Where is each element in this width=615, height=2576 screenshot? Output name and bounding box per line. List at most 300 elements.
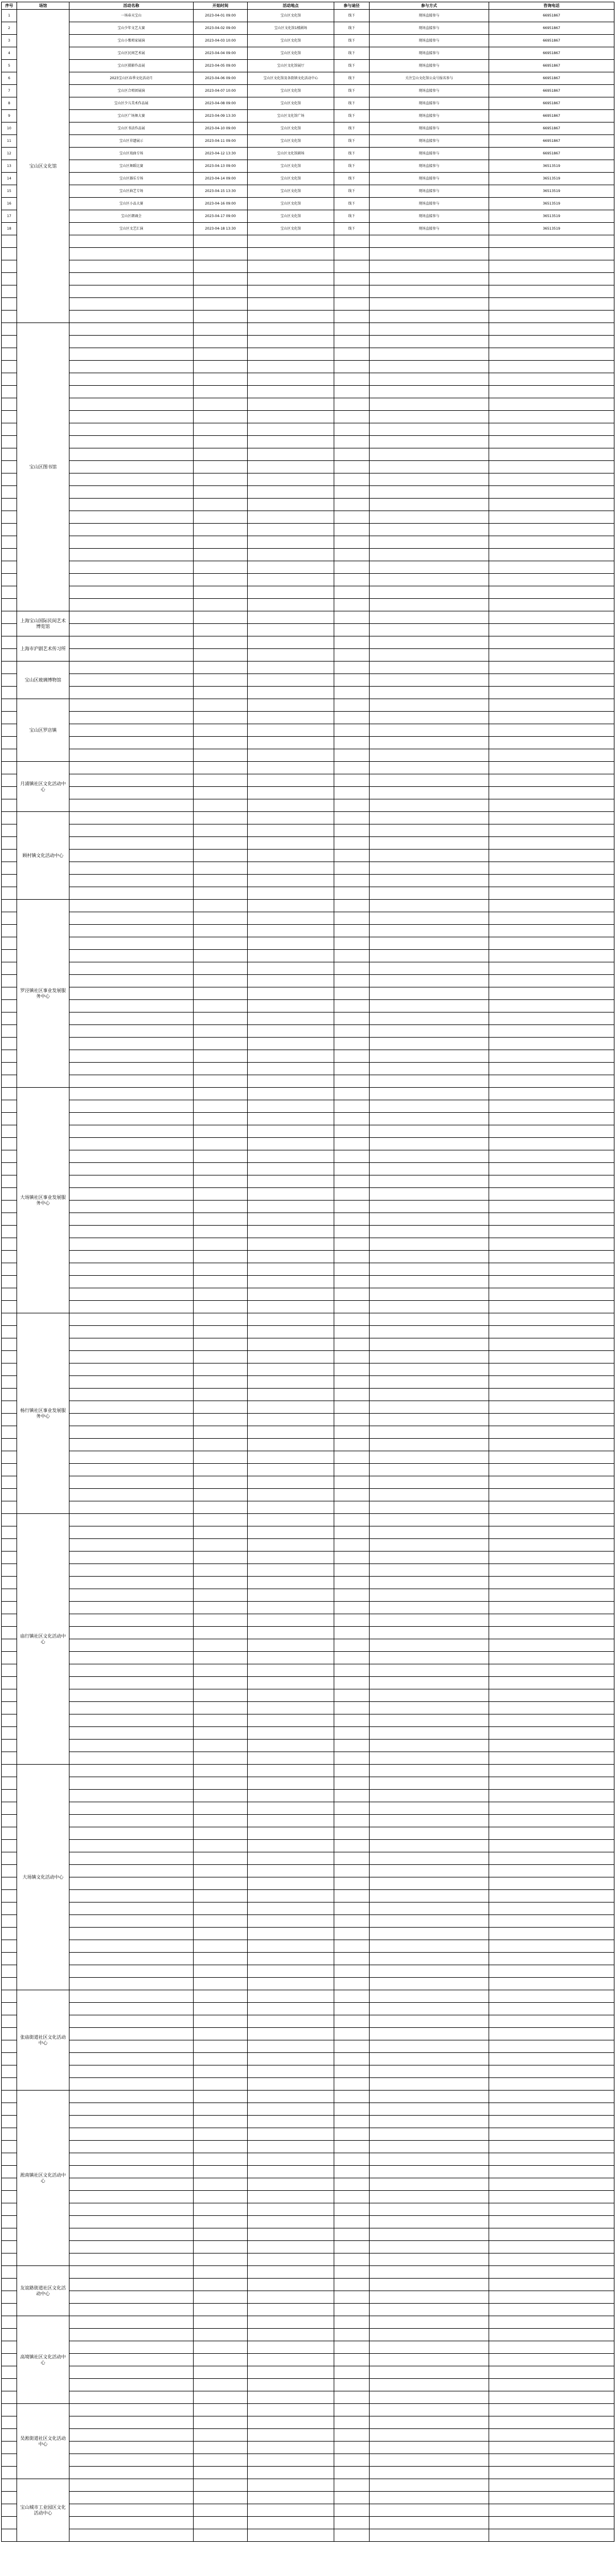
start-time [194,1802,248,1815]
activity-name: 宝山区广场舞大赛 [69,110,194,123]
location [248,499,334,511]
start-time [194,361,248,373]
start-time [194,1702,248,1714]
row-index [2,636,17,649]
location [248,1865,334,1877]
table-row [2,2429,614,2442]
row-index [2,398,17,411]
row-index [2,599,17,611]
phone [489,2504,614,2517]
method [370,1401,489,1414]
phone [489,2442,614,2454]
table-row [2,2178,614,2191]
activity-name [69,2341,194,2354]
method [370,336,489,348]
activity-name [69,824,194,837]
activity-name [69,1213,194,1226]
row-index [2,925,17,937]
phone [489,824,614,837]
method [370,524,489,536]
location: 宝山区文化馆 [248,123,334,135]
method: 现场直接参与 [370,97,489,110]
row-index [2,1389,17,1401]
activity-name [69,348,194,361]
method [370,448,489,461]
table-row [2,1903,614,1915]
table-row [2,975,614,987]
row-index [2,336,17,348]
activity-name: 宝山区朗诵会 [69,210,194,223]
table-row [2,1978,614,1990]
row-index: 9 [2,110,17,123]
start-time [194,1740,248,1752]
start-time [194,235,248,248]
channel [334,2053,370,2065]
channel [334,724,370,737]
location [248,1752,334,1765]
table-row [2,962,614,975]
activity-name [69,511,194,524]
method [370,1639,489,1652]
phone [489,436,614,448]
method [370,2241,489,2254]
method [370,2153,489,2166]
row-index [2,900,17,912]
table-row [2,1501,614,1514]
activity-name [69,2529,194,2542]
table-row [2,1063,614,1075]
phone [489,2517,614,2529]
location [248,2529,334,2542]
activity-name [69,1865,194,1877]
method [370,2103,489,2116]
row-index [2,1163,17,1175]
method [370,649,489,662]
table-row [2,1514,614,1526]
phone [489,1752,614,1765]
row-index [2,1251,17,1263]
phone [489,2341,614,2354]
phone [489,762,614,774]
phone [489,1740,614,1752]
channel [334,499,370,511]
start-time [194,1777,248,1790]
start-time [194,850,248,862]
row-index [2,1677,17,1689]
start-time [194,2065,248,2078]
method [370,787,489,799]
table-row [2,1677,614,1689]
phone: 66951867 [489,148,614,160]
table-row [2,862,614,875]
channel [334,1627,370,1639]
start-time: 2023-04-06 09:00 [194,72,248,85]
method [370,1740,489,1752]
location [248,2379,334,2391]
activity-name [69,662,194,674]
channel [334,1401,370,1414]
method [370,1501,489,1514]
activity-name [69,549,194,561]
table-row [2,486,614,499]
method [370,1489,489,1501]
activity-name [69,737,194,749]
table-row [2,35,614,47]
table-row [2,1175,614,1188]
channel [334,2479,370,2492]
activity-name [69,2191,194,2203]
location [248,1276,334,1288]
activity-name [69,1564,194,1577]
method: 现场直接参与 [370,210,489,223]
table-row [2,2254,614,2266]
start-time [194,2028,248,2040]
row-index [2,461,17,473]
venue-cell: 顾村镇文化活动中心 [17,812,69,900]
activity-name [69,2116,194,2128]
location [248,1251,334,1263]
table-row [2,1251,614,1263]
method [370,1652,489,1664]
channel: 线下 [334,210,370,223]
activity-name [69,1075,194,1088]
phone [489,2304,614,2316]
start-time [194,1351,248,1363]
phone [489,461,614,473]
channel: 线下 [334,85,370,97]
start-time [194,2153,248,2166]
start-time: 2023-04-01 09:00 [194,10,248,22]
activity-name [69,386,194,398]
channel [334,1765,370,1777]
location [248,2228,334,2241]
activity-name [69,1288,194,1301]
row-index [2,2065,17,2078]
table-row [2,1313,614,1326]
table-row [2,1552,614,1564]
row-index [2,2391,17,2404]
location [248,2141,334,2153]
start-time [194,1476,248,1489]
row-index [2,787,17,799]
activity-name [69,762,194,774]
table-row [2,235,614,248]
phone [489,1276,614,1288]
channel [334,524,370,536]
row-index [2,1439,17,1451]
phone [489,448,614,461]
channel [334,361,370,373]
phone [489,1288,614,1301]
table-row [2,2153,614,2166]
phone [489,1226,614,1238]
location [248,912,334,925]
table-row [2,912,614,925]
table-row [2,2291,614,2304]
row-index [2,248,17,260]
table-row [2,348,614,361]
table-row [2,1840,614,1852]
phone [489,1439,614,1451]
phone [489,473,614,486]
location [248,1501,334,1514]
method: 现场直接参与 [370,185,489,198]
location [248,1138,334,1150]
row-index [2,937,17,950]
channel [334,473,370,486]
table-body [2,10,614,2542]
activity-name [69,1276,194,1288]
activity-name [69,1577,194,1589]
channel [334,536,370,549]
activity-name [69,1990,194,2003]
table-row [2,499,614,511]
channel [334,423,370,436]
table-row [2,1476,614,1489]
method [370,561,489,574]
start-time [194,436,248,448]
table-row [2,2316,614,2329]
activity-name [69,1840,194,1852]
activity-name [69,1063,194,1075]
start-time [194,962,248,975]
table-row [2,2065,614,2078]
phone [489,2529,614,2542]
activity-name [69,812,194,824]
table-row [2,1589,614,1602]
activity-name [69,285,194,298]
row-index: 17 [2,210,17,223]
method [370,2454,489,2467]
method [370,1439,489,1451]
method [370,2003,489,2015]
start-time [194,2091,248,2103]
method [370,712,489,724]
row-index [2,2116,17,2128]
start-time [194,1113,248,1125]
phone [489,1476,614,1489]
table-row [2,549,614,561]
method [370,1063,489,1075]
activity-name: 宝山区舞蹈比赛 [69,160,194,173]
phone [489,837,614,850]
method [370,1025,489,1038]
method [370,2228,489,2241]
channel [334,1639,370,1652]
table-row [2,2203,614,2216]
activity-name [69,1514,194,1526]
method [370,2429,489,2442]
phone [489,1389,614,1401]
start-time [194,2366,248,2379]
method [370,1326,489,1338]
activity-name [69,2028,194,2040]
table-row [2,674,614,687]
location [248,260,334,273]
activity-name [69,536,194,549]
row-index [2,1351,17,1363]
location [248,2191,334,2203]
row-index [2,549,17,561]
activity-name [69,950,194,962]
channel [334,2316,370,2329]
row-index [2,2241,17,2254]
channel [334,2116,370,2128]
channel [334,749,370,762]
channel [334,1439,370,1451]
row-index [2,875,17,887]
activity-name [69,2366,194,2379]
method [370,1577,489,1589]
phone [489,373,614,386]
channel [334,398,370,411]
location [248,1940,334,1953]
channel [334,1263,370,1276]
method [370,1689,489,1702]
location [248,812,334,824]
activity-name [69,411,194,423]
location [248,1188,334,1201]
row-index [2,1063,17,1075]
activity-name [69,624,194,636]
location [248,2279,334,2291]
row-index [2,2341,17,2354]
phone [489,1000,614,1013]
location [248,1451,334,1464]
table-row [2,1125,614,1138]
location [248,687,334,699]
row-index [2,1188,17,1201]
location [248,1514,334,1526]
phone [489,2404,614,2416]
start-time: 2023-04-03 10:00 [194,35,248,47]
location [248,1125,334,1138]
location [248,1702,334,1714]
row-index: 15 [2,185,17,198]
location [248,2003,334,2015]
start-time [194,887,248,900]
venue-cell: 宝山区玻璃博物馆 [17,662,69,699]
activity-name [69,486,194,499]
method [370,699,489,712]
start-time [194,925,248,937]
phone [489,1589,614,1602]
phone [489,1777,614,1790]
activity-name [69,599,194,611]
table-row [2,2442,614,2454]
start-time [194,875,248,887]
table-row [2,712,614,724]
channel [334,787,370,799]
activity-name [69,649,194,662]
activity-name [69,1226,194,1238]
phone [489,1013,614,1025]
location [248,1727,334,1740]
method [370,1238,489,1251]
table-row [2,662,614,674]
table-row [2,1401,614,1414]
phone [489,2279,614,2291]
table-row [2,1765,614,1777]
row-index [2,950,17,962]
channel [334,1740,370,1752]
activity-name [69,937,194,950]
table-row [2,173,614,185]
location [248,1163,334,1175]
row-index [2,2266,17,2279]
activity-name [69,1589,194,1602]
phone [489,737,614,749]
channel: 线下 [334,22,370,35]
location [248,2103,334,2116]
table-row [2,649,614,662]
activity-name [69,1765,194,1777]
location [248,448,334,461]
channel [334,2266,370,2279]
header-phone: 咨询电话 [489,2,614,10]
method [370,636,489,649]
channel [334,662,370,674]
location [248,1953,334,1965]
row-index [2,486,17,499]
table-row [2,1038,614,1050]
activity-name [69,799,194,812]
location [248,2053,334,2065]
row-index [2,1150,17,1163]
activity-name [69,2141,194,2153]
phone [489,687,614,699]
table-row [2,1213,614,1226]
location [248,1013,334,1025]
method [370,1163,489,1175]
activity-name: 宝山区小品大赛 [69,198,194,210]
channel [334,1903,370,1915]
activity-table [1,2,614,2542]
start-time: 2023-04-17 09:00 [194,210,248,223]
phone [489,2103,614,2116]
location [248,2442,334,2454]
channel [334,737,370,749]
activity-name [69,1013,194,1025]
channel [334,1326,370,1338]
row-index [2,1288,17,1301]
table-row [2,1000,614,1013]
method [370,1953,489,1965]
channel [334,1489,370,1501]
method [370,2191,489,2203]
table-row [2,97,614,110]
table-row [2,1827,614,1840]
start-time [194,1201,248,1213]
start-time [194,2241,248,2254]
phone [489,2379,614,2391]
channel [334,862,370,875]
start-time [194,411,248,423]
start-time: 2023-04-05 09:00 [194,60,248,72]
phone [489,2003,614,2015]
activity-name [69,586,194,599]
phone [489,2053,614,2065]
location [248,1614,334,1627]
table-row [2,423,614,436]
table-row [2,1226,614,1238]
table-row [2,198,614,210]
start-time [194,2003,248,2015]
method [370,461,489,473]
activity-name: 宝山区书法作品展 [69,123,194,135]
row-index [2,235,17,248]
channel [334,448,370,461]
